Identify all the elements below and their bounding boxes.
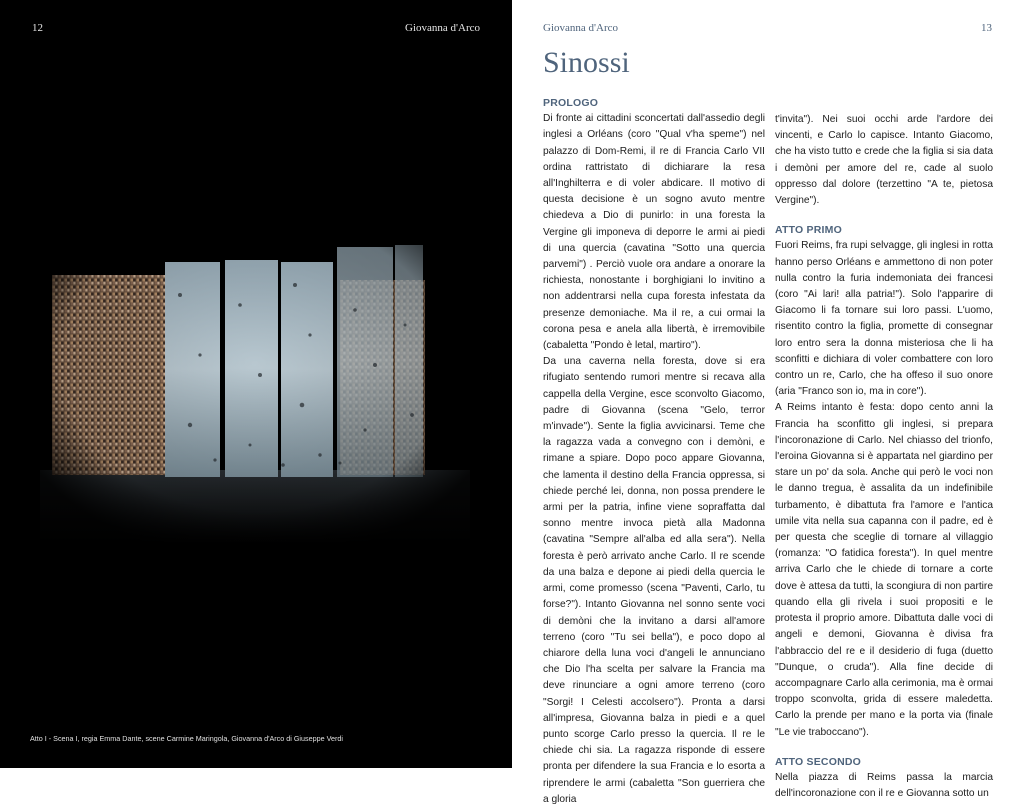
paragraph: Da una caverna nella foresta, dove si era rifugiato sentendo rumori mentre si recava alla cappella della Vergine, esce sconvolto Giacomo, padre di Giovanna (scena "Gelo, terror m'invade"). Sente la figlia avvicinarsi. Teme che la ragazza vada a convegno con i demòni, e rimane a spiare. Dopo poco appare Giovanna, che lamenta il destino della Francia oppressa, si chiede perché lei, donna, non possa prendere le armi per la patria, infine viene sopraffatta dal sonno mentre invoca pietà alla Madonna (cavatina "Sempre all'alba ed alla sera"). Nella foresta è però arrivato anche Carlo. Il re scende da una balza e depone ai piedi della quercia le armi, come promesso (scena "Paventi, Carlo, tu forse?"). Intanto Giovanna nel sonno sente voci di demòni che la invitano a darsi all'amore terreno (coro "Tu sei bella"), e poco dopo al chiarore della luna voci d'angeli le annunciano che Dio l'ha scelta per salvare la Francia ma deve rinunciare a ogni amore terreno (coro "Sorgi! I Celesti accolsero"). Pronta a darsi all'impresa, Giovanna balza in piedi e a quel punto scorge Carlo presso la quercia. Il re le chiede chi sia. La ragazza risponde di essere pronta per difendere la sua Francia e lo esorta a riprendere le armi (cabaletta "Son guerriera che a gloria [543,356,765,805]
paragraph: Di fronte ai cittadini sconcertati dall'assedio degli inglesi a Orléans (coro "Qual v'ha speme") nel palazzo di Dom-Remi, il re di Francia Carlo VII ordina rattristato di dichiarare la resa all'Inghilterra e di voler abdicare. Il motivo di questa decisione è un sogno avuto mentre chiedeva a Dio di punirlo: in una foresta la Vergine gli imponeva di deporre le armi ai piedi di una quercia (cavatina "Sotto una quercia parvemi") . Perciò vuole ora andare a onorare la richiesta, nonostante i borghigiani lo invitino a non addentrarsi nella cupa foresta infestata da presenze demoniache. Ma il re, a cui ormai la corona pesa e anela alla libertà, è irremovibile (cabaletta "Pondo è letal, martiro"). [543,113,765,352]
section-heading-atto-primo: ATTO PRIMO [775,224,842,237]
text-column-1 [543,95,765,808]
text-column-2 [775,112,993,802]
page-number-left: 12 [32,22,43,34]
page-number-right: 13 [981,22,992,34]
paragraph: Fuori Reims, fra rupi selvagge, gli inglesi in rotta hanno perso Orléans e ammettono di non poter nulla contro la furia indemoniata dei francesi (coro "Ai lari! alla patria!"). Solo l'apparire di Giacomo li fa tornare sui loro passi. L'uomo, risentito contro la figlia, promette di consegnar loro entro sera la donna misteriosa che li ha sconfitti e dichiara di voler combattere con loro contro un re, Carlo, che ha offeso il suo onore (aria "Franco son io, ma in core"). [775,240,993,398]
right-page [512,0,1024,805]
running-head-left: Giovanna d'Arco [405,22,480,34]
paragraph: Nella piazza di Reims passa la marcia dell'incoronazione con il re e Giovanna sotto un [775,771,993,800]
stage-photo [40,215,470,545]
section-heading-prologo: PROLOGO [543,97,599,109]
left-page [0,0,512,768]
section-heading-atto-secondo: ATTO SECONDO [775,755,862,768]
paragraph: A Reims intanto è festa: dopo cento anni la Francia ha sconfitto gli inglesi, si prepara l'incoronazione di Carlo. Nel chiasso del trionfo, l'eroina Giovanna si è appartata nel giardino per stare un po' da sola. Anche qui però le voci non le danno tregua, è assalita da un indefinibile turbamento, è dibattuta fra l'amore e l'antica umile vita nella sua capanna con il padre, ed è per questa che sceglie di tornare al villaggio (romanza: "O fatidica foresta"). In quel mentre arriva Carlo che le chiede di tornare a corte dove è attesa da tutti, la scongiura di non partire quando ella gli rivela i suoi propositi e le protesta il proprio amore. Dibattuta dalle voci di angeli e demoni, Giovanna è divisa fra l'abbraccio del re e il desiderio di fuga (duetto "Dunque, o cruda"). Alla fine decide di accompagnare Carlo alla cerimonia, ma è ormai troppo sconvolta, grida di essere maledetta. Carlo la prende per mano e la porta via (finale "Le vie traboccano"). [775,402,993,738]
running-head-right: Giovanna d'Arco [543,22,618,34]
page-title: Sinossi [543,46,630,79]
photo-caption: Atto I - Scena I, regia Emma Dante, scene Carmine Maringola, Giovanna d'Arco di Giuseppe Verdi [30,734,343,743]
paragraph: t'invita"). Nei suoi occhi arde l'ardore dei vincenti, e Carlo lo capisce. Intanto Giacomo, che ha visto tutto e crede che la figlia si sia data i demòni per amore del re, cade al suolo oppresso dal dolore (terzettino "A te, pietosa Vergine"). [775,114,993,207]
